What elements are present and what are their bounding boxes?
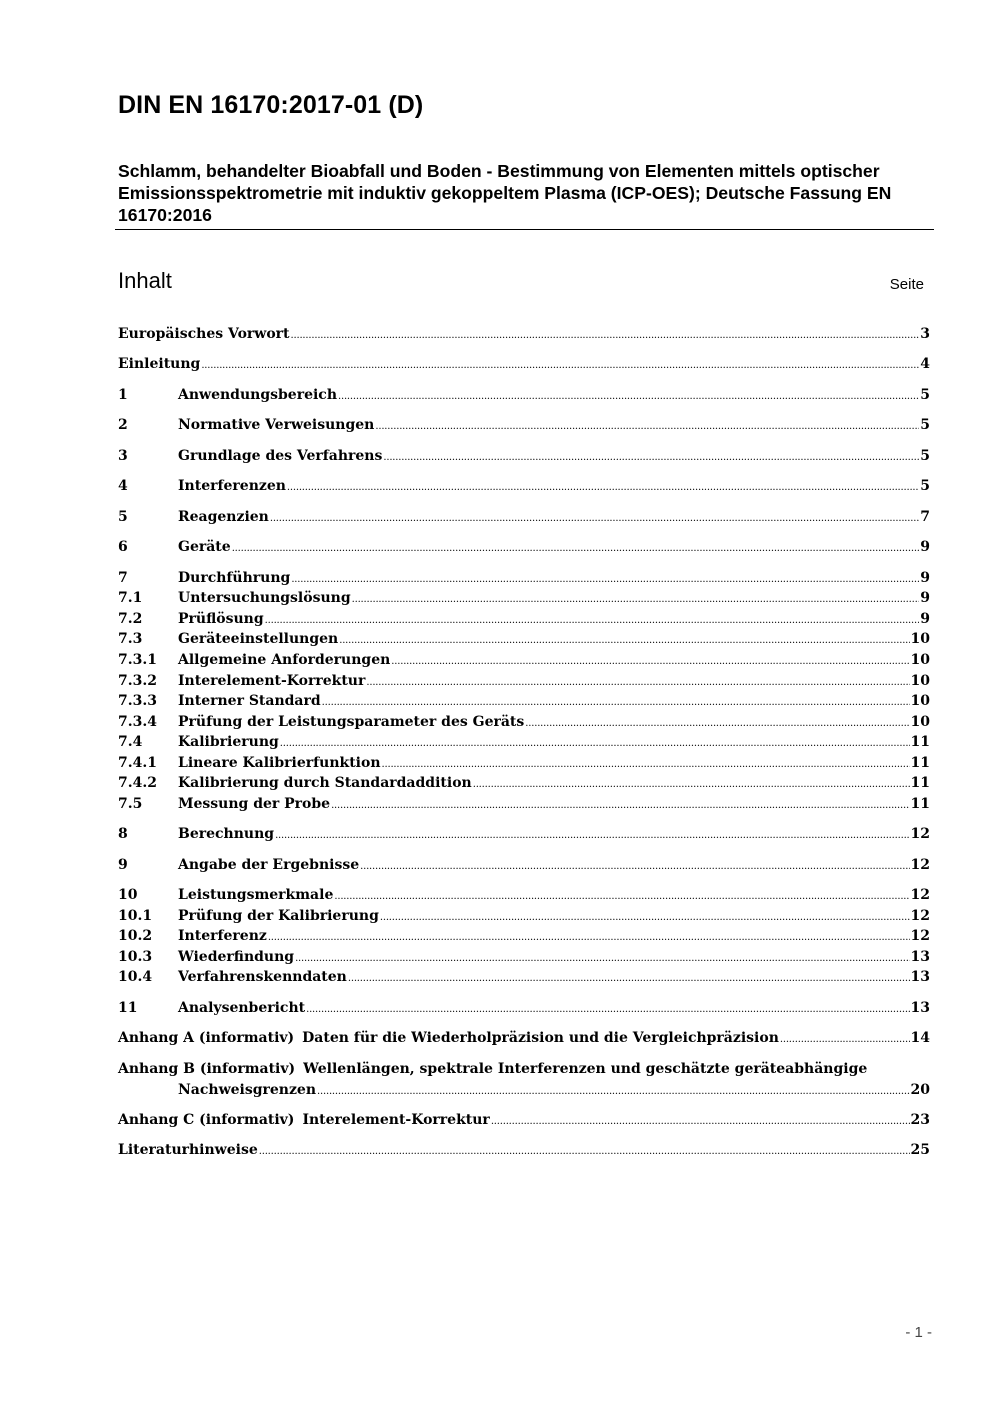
toc-entry-page: 10 xyxy=(910,714,930,730)
toc-leader xyxy=(275,826,909,842)
toc-entry-page: 9 xyxy=(920,539,930,555)
toc-entry-number: 7.3.1 xyxy=(118,652,157,668)
toc-entry-page: 25 xyxy=(910,1142,930,1158)
toc-leader xyxy=(352,590,920,606)
toc-entry-page: 20 xyxy=(910,1082,930,1098)
toc-leader xyxy=(306,1000,909,1016)
toc-entry-7-4[interactable] xyxy=(118,734,930,754)
toc-entry-title: Kalibrierung durch Standardaddition xyxy=(178,775,472,791)
toc-entry-number: 10.1 xyxy=(118,908,153,924)
toc-entry-page: 3 xyxy=(920,326,930,342)
toc-leader xyxy=(317,1082,909,1098)
toc-entry-number: 7.4.2 xyxy=(118,775,157,791)
toc-entry-title: Prüfung der Leistungsparameter des Geräts xyxy=(178,714,525,730)
toc-leader xyxy=(268,928,910,944)
toc-entry-number: 7 xyxy=(118,570,128,586)
toc-entry-einleitung[interactable] xyxy=(118,356,930,376)
toc-entry-title: Wiederfindung xyxy=(178,949,295,965)
toc-entry-number: 5 xyxy=(118,509,128,525)
toc-entry-number: 6 xyxy=(118,539,128,555)
toc-entry-number: 3 xyxy=(118,448,128,464)
toc-entry-title: Kalibrierung xyxy=(178,734,279,750)
toc-entry-page: 11 xyxy=(910,734,930,750)
toc-leader xyxy=(331,796,909,812)
toc-entry-number: 7.3 xyxy=(118,631,143,647)
toc-entry-page: 12 xyxy=(910,857,930,873)
toc-entry-page: 10 xyxy=(910,693,930,709)
toc-entry-title: Reagenzien xyxy=(178,509,269,525)
toc-entry-title: Durchführung xyxy=(178,570,291,586)
toc-entry-title: Literaturhinweise xyxy=(118,1142,258,1158)
toc-entry-10-4[interactable] xyxy=(118,969,930,989)
toc-entry-page: 5 xyxy=(920,387,930,403)
toc-entry-annex-a[interactable] xyxy=(118,1030,930,1050)
toc-leader xyxy=(334,887,909,903)
toc-entry-title: Prüflösung xyxy=(178,611,264,627)
toc-entry-title: Geräteeinstellungen xyxy=(178,631,339,647)
toc-entry-3[interactable] xyxy=(118,448,930,468)
toc-entry-title: Anwendungsbereich xyxy=(178,387,337,403)
toc-entry-title: Lineare Kalibrierfunktion xyxy=(178,755,381,771)
toc-entry-annex-b-continuation[interactable] xyxy=(178,1082,930,1102)
toc-entry-page: 9 xyxy=(920,611,930,627)
toc-entry-page: 23 xyxy=(910,1112,930,1128)
toc-entry-page: 9 xyxy=(920,570,930,586)
toc-entry-number: Anhang B (informativ) xyxy=(118,1061,296,1077)
toc-entry-number: 10.3 xyxy=(118,949,153,965)
toc-entry-5[interactable] xyxy=(118,509,930,529)
toc-entry-page: 4 xyxy=(920,356,930,372)
toc-entry-number: Anhang A (informativ) xyxy=(118,1030,295,1046)
page-number: - 1 - xyxy=(905,1324,932,1341)
toc-entry-number: 7.3.3 xyxy=(118,693,157,709)
toc-entry-10-2[interactable] xyxy=(118,928,930,948)
toc-entry-number: 7.3.2 xyxy=(118,673,157,689)
toc-entry-number: 7.2 xyxy=(118,611,143,627)
toc-leader xyxy=(291,570,919,586)
toc-leader xyxy=(339,631,909,647)
toc-entry-page: 12 xyxy=(910,928,930,944)
toc-entry-number: 7.1 xyxy=(118,590,143,606)
toc-entry-title: Interferenz xyxy=(178,928,267,944)
toc-entry-7[interactable] xyxy=(118,570,930,590)
toc-entry-title: Analysenbericht xyxy=(178,1000,306,1016)
toc-entry-page: 9 xyxy=(920,590,930,606)
toc-entry-title: Angabe der Ergebnisse xyxy=(178,857,360,873)
toc-entry-annex-c[interactable] xyxy=(118,1112,930,1132)
toc-entry-title: Verfahrenskenndaten xyxy=(178,969,347,985)
document-subtitle: Schlamm, behandelter Bioabfall und Boden - Bestimmung von Elementen mittels optischer Emissionsspektrometrie mit induktiv gekoppeltem Plasma (ICP-OES); Deutsche Fassung EN 16170:2016 xyxy=(118,161,892,225)
toc-entry-number: 7.4.1 xyxy=(118,755,157,771)
toc-entry-title: Normative Verweisungen xyxy=(178,417,375,433)
toc-entry-7-3-4[interactable] xyxy=(118,714,930,734)
toc-entry-title: Daten für die Wiederholpräzision und die Vergleichpräzision xyxy=(302,1030,779,1046)
toc-entry-7-3-3[interactable] xyxy=(118,693,930,713)
toc-entry-7-4-1[interactable] xyxy=(118,755,930,775)
toc-leader xyxy=(780,1030,910,1046)
toc-leader xyxy=(380,908,910,924)
toc-entry-7-2[interactable] xyxy=(118,611,930,631)
toc-entry-annex-b[interactable] xyxy=(118,1061,930,1081)
toc-entry-page: 5 xyxy=(920,417,930,433)
toc-entry-4[interactable] xyxy=(118,478,930,498)
toc-entry-number: 7.4 xyxy=(118,734,143,750)
toc-entry-7-3-2[interactable] xyxy=(118,673,930,693)
toc-entry-page: 10 xyxy=(910,673,930,689)
toc-leader xyxy=(375,417,919,433)
toc-leader xyxy=(295,949,909,965)
toc-entry-number: 8 xyxy=(118,826,128,842)
toc-entry-2[interactable] xyxy=(118,417,930,437)
toc-entry-title: Interelement-Korrektur xyxy=(178,673,366,689)
toc-entry-page: 10 xyxy=(910,652,930,668)
toc-entry-title: Interferenzen xyxy=(178,478,286,494)
toc-entry-page: 5 xyxy=(920,448,930,464)
toc-entry-10-3[interactable] xyxy=(118,949,930,969)
toc-entry-7-3-1[interactable] xyxy=(118,652,930,672)
toc-leader xyxy=(338,387,919,403)
toc-entry-page: 11 xyxy=(910,796,930,812)
toc-leader xyxy=(383,448,919,464)
toc-entry-number: 1 xyxy=(118,387,128,403)
toc-entry-title: Interner Standard xyxy=(178,693,321,709)
toc-entry-number: 9 xyxy=(118,857,128,873)
toc-entry-number: 10 xyxy=(118,887,138,903)
toc-leader xyxy=(201,356,919,372)
toc-entry-title: Leistungsmerkmale xyxy=(178,887,334,903)
toc-entry-page: 10 xyxy=(910,631,930,647)
toc-entry-1[interactable] xyxy=(118,387,930,407)
toc-entry-10-1[interactable] xyxy=(118,908,930,928)
toc-leader xyxy=(265,611,920,627)
title-divider xyxy=(115,229,934,230)
toc-entry-number: 4 xyxy=(118,478,128,494)
toc-leader xyxy=(525,714,909,730)
toc-entry-title: Untersuchungslösung xyxy=(178,590,351,606)
toc-entry-number: 11 xyxy=(118,1000,138,1016)
toc-entry-page: 11 xyxy=(910,775,930,791)
toc-entry-page: 12 xyxy=(910,826,930,842)
toc-entry-7-5[interactable] xyxy=(118,796,930,816)
toc-entry-number: 2 xyxy=(118,417,128,433)
toc-entry-page: 11 xyxy=(910,755,930,771)
toc-entry-title: Einleitung xyxy=(118,356,201,372)
toc-entry-page: 12 xyxy=(910,908,930,924)
toc-leader xyxy=(287,478,919,494)
toc-entry-title: Prüfung der Kalibrierung xyxy=(178,908,379,924)
toc-entry-page: 13 xyxy=(910,949,930,965)
toc-entry-9[interactable] xyxy=(118,857,930,877)
toc-entry-title: Messung der Probe xyxy=(178,796,331,812)
toc-entry-title: Geräte xyxy=(178,539,231,555)
toc-entry-title: Allgemeine Anforderungen xyxy=(178,652,391,668)
toc-entry-title: Grundlage des Verfahrens xyxy=(178,448,383,464)
toc-entry-title: Berechnung xyxy=(178,826,275,842)
toc-entry-8[interactable] xyxy=(118,826,930,846)
toc-heading: Inhalt xyxy=(118,268,172,293)
toc-entry-title-continuation: Nachweisgrenzen xyxy=(178,1082,317,1098)
toc-entry-page: 13 xyxy=(910,969,930,985)
toc-leader xyxy=(366,673,909,689)
toc-entry-page: 5 xyxy=(920,478,930,494)
toc-leader xyxy=(270,509,919,525)
toc-entry-title: Europäisches Vorwort xyxy=(118,326,290,342)
toc-entry-7-1[interactable] xyxy=(118,590,930,610)
toc-entry-10[interactable] xyxy=(118,887,930,907)
toc-entry-page: 14 xyxy=(910,1030,930,1046)
toc-leader xyxy=(491,1112,910,1128)
toc-leader xyxy=(382,755,910,771)
toc-entry-number: 10.2 xyxy=(118,928,153,944)
toc-entry-6[interactable] xyxy=(118,539,930,559)
toc-entry-number: 7.5 xyxy=(118,796,143,812)
toc-leader xyxy=(391,652,909,668)
toc-entry-page: 12 xyxy=(910,887,930,903)
toc-leader xyxy=(291,326,920,342)
toc-entry-number: 10.4 xyxy=(118,969,153,985)
toc-entry-title: Wellenlängen, spektrale Interferenzen und geschätzte geräteabhängige xyxy=(303,1061,868,1077)
toc-leader xyxy=(473,775,910,791)
toc-entry-literaturhinweise[interactable] xyxy=(118,1142,930,1162)
toc-entry-number: Anhang C (informativ) xyxy=(118,1112,295,1128)
toc-entry-page: 13 xyxy=(910,1000,930,1016)
toc-entry-11[interactable] xyxy=(118,1000,930,1020)
toc-entry-page: 7 xyxy=(920,509,930,525)
toc-leader xyxy=(280,734,910,750)
toc-entry-7-3[interactable] xyxy=(118,631,930,651)
toc-entry-title: Interelement-Korrektur xyxy=(302,1112,490,1128)
toc-leader xyxy=(322,693,910,709)
toc-entry-7-4-2[interactable] xyxy=(118,775,930,795)
toc-leader xyxy=(348,969,910,985)
page-column-label: Seite xyxy=(889,276,924,293)
toc-entry-europaeisches-vorwort[interactable] xyxy=(118,326,930,346)
toc-entry-number: 7.3.4 xyxy=(118,714,157,730)
toc-leader xyxy=(259,1142,910,1158)
document-title: DIN EN 16170:2017-01 (D) xyxy=(118,91,424,119)
toc-leader xyxy=(232,539,920,555)
toc-leader xyxy=(360,857,909,873)
